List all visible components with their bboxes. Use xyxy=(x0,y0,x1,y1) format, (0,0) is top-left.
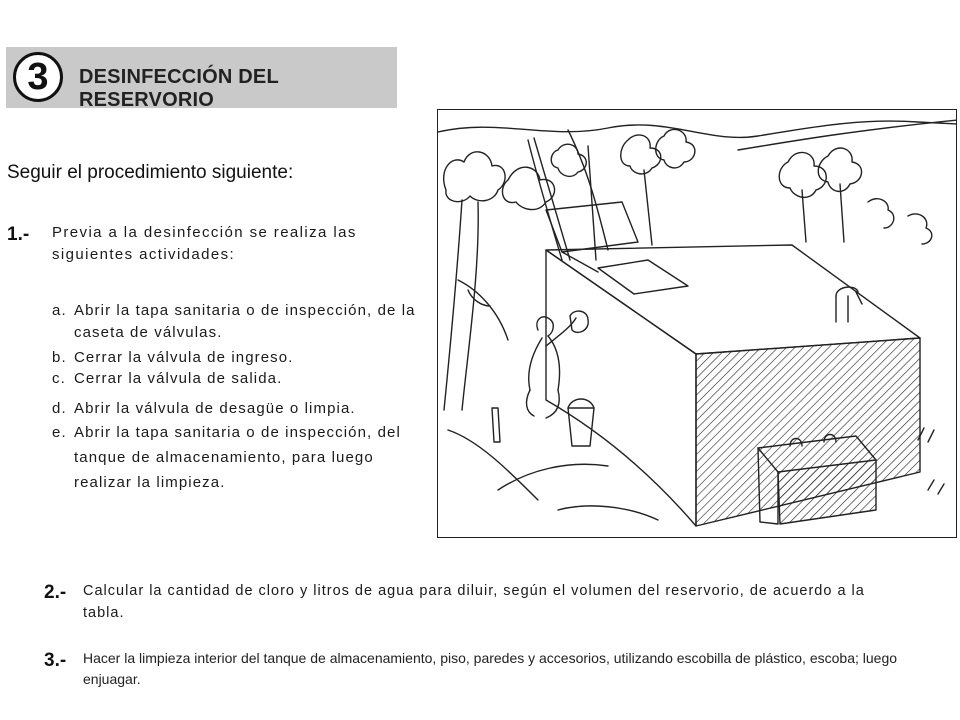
list-item-text-cont: caseta de válvulas. xyxy=(74,324,223,341)
list-item-letter: d. xyxy=(52,400,67,417)
intro-text: Seguir el procedimiento siguiente: xyxy=(7,162,294,183)
step-1-number: 1.- xyxy=(7,224,30,245)
list-item xyxy=(52,300,416,344)
list-item-text: Abrir la tapa sanitaria o de inspección, del xyxy=(74,424,401,441)
reservoir-drawing xyxy=(438,110,957,538)
step-1-activity-list xyxy=(52,300,416,495)
step-3-number: 3.- xyxy=(44,650,67,671)
reservoir-illustration xyxy=(437,109,957,538)
list-item xyxy=(52,420,416,495)
step-2-text-line1: Calcular la cantidad de cloro y litros de agua para diluir, según el volumen del reservorio, de acuerdo a la xyxy=(83,583,865,599)
step-1-text-line2: siguientes actividades: xyxy=(52,246,236,263)
list-item xyxy=(52,347,416,369)
list-item-text: Abrir la válvula de desagüe o limpia. xyxy=(74,400,356,417)
list-item-text-cont: tanque de almacenamiento, para luego xyxy=(74,449,374,466)
step-3-text: Hacer la limpieza interior del tanque de almacenamiento, piso, paredes y accesorios, utilizando escobilla de plástico, escoba; luego enjuagar. xyxy=(83,650,898,687)
list-item-text: Abrir la tapa sanitaria o de inspección, de la xyxy=(74,302,416,319)
list-item-text-cont: realizar la limpieza. xyxy=(74,474,226,491)
section-number-badge: 3 xyxy=(13,52,63,102)
list-item-letter: e. xyxy=(52,424,67,441)
list-item-text: Cerrar la válvula de ingreso. xyxy=(74,349,294,366)
step-2-text-line2: tabla. xyxy=(83,605,125,621)
step-1-text-line1: Previa a la desinfección se realiza las xyxy=(52,224,357,241)
section-header xyxy=(6,47,397,111)
list-item xyxy=(52,368,416,390)
list-item-letter: b. xyxy=(52,349,67,366)
step-2-number: 2.- xyxy=(44,582,67,603)
section-title: DESINFECCIÓN DEL RESERVORIO xyxy=(79,66,279,111)
list-item-letter: a. xyxy=(52,302,67,319)
list-item-letter: c. xyxy=(52,370,66,387)
list-item-text: Cerrar la válvula de salida. xyxy=(74,370,283,387)
list-item xyxy=(52,398,416,420)
